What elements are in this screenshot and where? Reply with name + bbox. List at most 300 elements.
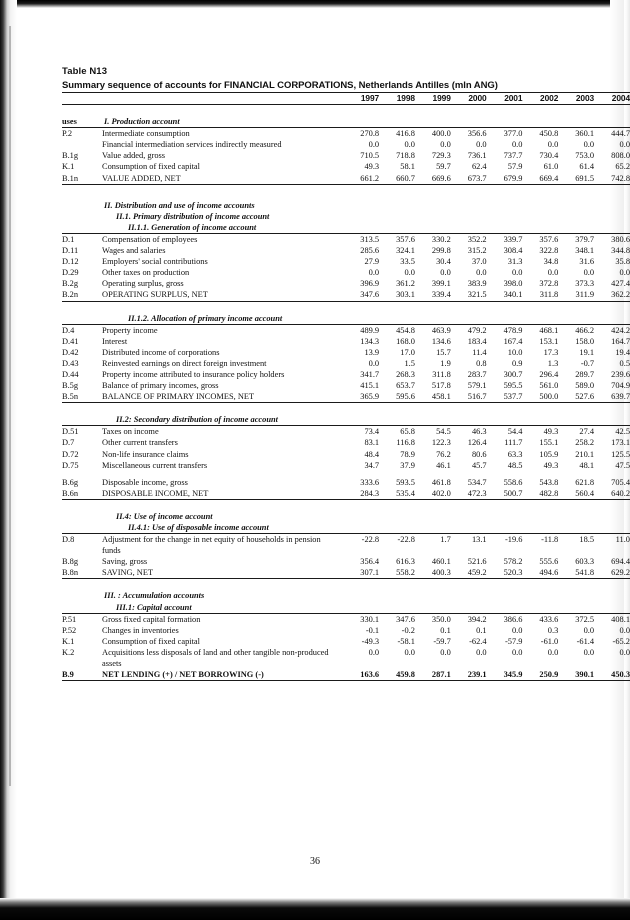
table-row-continuation	[62, 658, 630, 669]
row-value: 694.4	[611, 557, 630, 567]
row-value: 398.0	[503, 279, 523, 289]
row-value: -49.3	[361, 636, 380, 646]
row-value: 333.6	[360, 477, 380, 487]
row-value: 450.3	[594, 669, 630, 681]
section-production-account	[62, 116, 630, 128]
row-value: 736.1	[467, 151, 487, 161]
row-code: D.4	[62, 325, 75, 335]
row-code: D.42	[62, 347, 79, 357]
row-value: 57.9	[507, 162, 523, 172]
spacer	[62, 301, 630, 313]
row-value: 0.0	[583, 647, 595, 657]
row-code: K.1	[62, 636, 75, 646]
table-row-continuation	[62, 545, 630, 556]
table-row	[62, 437, 630, 448]
row-value: 78.9	[400, 449, 415, 459]
row-value: 284.3	[343, 488, 379, 500]
section-title-secondary-distribution: II.2: Secondary distribution of income account	[102, 414, 630, 426]
row-value: 593.5	[396, 477, 415, 487]
row-value: 621.8	[575, 477, 595, 487]
page-number: 36	[310, 856, 320, 867]
row-label: Taxes on income	[102, 427, 159, 437]
row-value: 479.2	[467, 325, 487, 335]
row-value: 13.1	[471, 535, 487, 545]
row-value: 296.4	[539, 369, 559, 379]
row-value: 427.4	[611, 279, 630, 289]
accounts-table	[62, 92, 630, 681]
row-value: -22.8	[397, 535, 415, 545]
table-row	[62, 426, 630, 438]
row-value: 400.3	[415, 567, 451, 579]
scan-edge-top	[0, 0, 630, 8]
row-value: 705.4	[611, 477, 630, 487]
row-value: 660.7	[379, 173, 415, 185]
row-value: 729.3	[431, 151, 451, 161]
row-value: 482.8	[522, 488, 558, 500]
row-value: 808.0	[611, 151, 630, 161]
row-value: 534.7	[467, 477, 487, 487]
row-value: 339.4	[415, 289, 451, 301]
row-value: 37.9	[400, 460, 415, 470]
row-value: 500.7	[487, 488, 523, 500]
row-value: 126.4	[467, 438, 487, 448]
row-code: D.12	[62, 257, 79, 267]
row-code: P.2	[62, 129, 73, 139]
table-row	[62, 460, 630, 471]
row-value: 308.4	[503, 246, 523, 256]
section-use-of-income	[62, 511, 630, 522]
section-title-generation-income: II.1.1. Generation of income account	[102, 222, 630, 234]
row-value: 0.0	[619, 140, 630, 150]
row-value: 61.4	[579, 162, 595, 172]
row-value: 0.0	[404, 647, 415, 657]
row-value: 285.6	[360, 246, 380, 256]
row-value: 0.0	[547, 647, 559, 657]
row-value: 0.0	[440, 268, 451, 278]
row-value: 0.0	[404, 268, 415, 278]
row-code	[62, 139, 102, 150]
spacer	[62, 184, 630, 200]
row-value: 134.3	[360, 336, 380, 346]
row-label: NET LENDING (+) / NET BORROWING (-)	[102, 669, 343, 681]
row-value: 494.6	[522, 567, 558, 579]
row-value: 1.3	[547, 358, 559, 368]
table-row-total	[62, 669, 630, 681]
row-value: 105.9	[539, 449, 559, 459]
row-label: Non-life insurance claims	[102, 449, 189, 459]
row-value: 521.6	[467, 557, 487, 567]
row-label: Saving, gross	[102, 557, 148, 567]
row-code: P.52	[62, 625, 77, 635]
row-value: -62.4	[469, 636, 487, 646]
row-value: 54.5	[436, 427, 451, 437]
row-value: 111.7	[504, 438, 523, 448]
row-label: Miscellaneous current transfers	[102, 460, 208, 470]
row-value: 0.0	[511, 625, 523, 635]
row-value: 383.9	[467, 279, 487, 289]
row-value: 400.0	[431, 129, 451, 139]
table-row	[62, 647, 630, 658]
row-value: -61.0	[540, 636, 559, 646]
row-value: 330.1	[360, 614, 380, 624]
row-value: 673.7	[451, 173, 487, 185]
row-label: OPERATING SURPLUS, NET	[102, 289, 343, 301]
row-value: 679.9	[487, 173, 523, 185]
row-value: 0.0	[547, 268, 559, 278]
row-value: 0.0	[476, 268, 487, 278]
section-code-cell	[62, 522, 102, 534]
row-value: -0.7	[580, 358, 595, 368]
row-code: B.5n	[62, 391, 102, 403]
row-value: 116.8	[396, 438, 415, 448]
row-value: 158.0	[575, 336, 595, 346]
row-value: -58.1	[397, 636, 415, 646]
row-value: 516.7	[451, 391, 487, 403]
table-row	[62, 369, 630, 380]
row-value: 444.7	[611, 129, 630, 139]
row-code: B.1g	[62, 151, 79, 161]
header-code-cell	[62, 93, 102, 105]
row-value: 357.6	[539, 234, 559, 244]
row-value: 311.8	[432, 369, 451, 379]
row-value: 48.5	[507, 460, 523, 470]
row-value: 500.0	[522, 391, 558, 403]
row-value: 10.0	[507, 347, 523, 357]
row-label: Acquisitions less disposals of land and other tangible non-produced	[102, 647, 329, 657]
section-title-production: I. Production account	[102, 116, 630, 128]
row-value: 15.7	[436, 347, 451, 357]
row-value: 0.0	[583, 625, 595, 635]
row-value: -65.2	[612, 636, 630, 646]
row-value: 321.5	[451, 289, 487, 301]
row-value: 0.0	[619, 625, 630, 635]
year-header-2002: 2002	[522, 93, 558, 105]
row-value: -11.8	[541, 535, 559, 545]
row-value: 603.3	[575, 557, 595, 567]
row-value: 348.1	[575, 246, 595, 256]
row-value: 239.1	[451, 669, 487, 681]
row-label: Disposable income, gross	[102, 477, 188, 487]
row-value: 299.8	[431, 246, 451, 256]
row-value: 122.3	[431, 438, 451, 448]
row-value: 303.1	[379, 289, 415, 301]
row-code: D.8	[62, 535, 75, 545]
row-label: Compensation of employees	[102, 234, 198, 244]
row-label: Value added, gross	[102, 151, 166, 161]
row-code: P.51	[62, 614, 77, 624]
row-code: D.41	[62, 336, 79, 346]
row-value: 558.2	[379, 567, 415, 579]
section-secondary-distribution	[62, 414, 630, 426]
row-code-empty	[62, 658, 102, 669]
row-value: 537.7	[487, 391, 523, 403]
table-row	[62, 380, 630, 391]
row-value: 164.7	[611, 336, 630, 346]
row-value: 311.8	[522, 289, 558, 301]
row-code: B.9	[62, 669, 102, 681]
row-value: 73.4	[364, 427, 380, 437]
row-value: 34.7	[364, 460, 380, 470]
row-value: 560.4	[558, 488, 594, 500]
row-value: 1.9	[440, 358, 451, 368]
row-value: 347.6	[396, 614, 415, 624]
row-value: 0.9	[511, 358, 523, 368]
row-value: 258.2	[575, 438, 595, 448]
row-value: 415.1	[360, 381, 380, 391]
row-label: Interest	[102, 336, 128, 346]
row-value: 31.3	[507, 257, 523, 267]
section-code-cell	[62, 511, 102, 522]
section-use-disposable-income	[62, 522, 630, 534]
row-value: 0.1	[476, 625, 487, 635]
row-value: 361.2	[396, 279, 415, 289]
row-value: 17.0	[400, 347, 415, 357]
section-allocation-primary-income	[62, 313, 630, 325]
row-value: 0.0	[368, 358, 380, 368]
table-row	[62, 534, 630, 546]
row-value: 35.8	[615, 257, 630, 267]
row-value: 183.4	[467, 336, 487, 346]
row-value: 155.1	[539, 438, 559, 448]
row-value: 30.4	[436, 257, 451, 267]
row-value: 49.3	[543, 427, 559, 437]
row-value: 65.8	[400, 427, 415, 437]
row-value: 386.6	[503, 614, 523, 624]
row-value: 210.1	[575, 449, 595, 459]
row-value: 639.7	[594, 391, 630, 403]
row-value: 345.9	[487, 669, 523, 681]
row-code-empty	[62, 545, 102, 556]
section-title-use-disposable-income: II.4.1: Use of disposable income account	[102, 522, 630, 534]
row-code: D.44	[62, 369, 79, 379]
section-title-primary-distribution: II.1. Primary distribution of income account	[116, 211, 270, 221]
row-value: 0.0	[476, 140, 487, 150]
row-value: 34.8	[543, 257, 559, 267]
row-value: 629.2	[594, 567, 630, 579]
table-row	[62, 128, 630, 140]
row-value: 357.6	[396, 234, 415, 244]
table-row	[62, 289, 630, 301]
row-label: Intermediate consumption	[102, 129, 190, 139]
row-value: 300.7	[503, 369, 523, 379]
row-value: 461.8	[431, 477, 451, 487]
row-value: 0.0	[368, 268, 380, 278]
row-label: Wages and salaries	[102, 246, 166, 256]
row-value: 270.8	[360, 129, 380, 139]
row-value: 27.9	[364, 257, 380, 267]
row-value: -57.9	[504, 636, 523, 646]
row-value: 379.7	[575, 234, 595, 244]
row-value: 311.9	[558, 289, 594, 301]
row-label: Consumption of fixed capital	[102, 162, 200, 172]
row-value: 640.2	[594, 488, 630, 500]
table-row	[62, 625, 630, 636]
section-code-cell	[62, 602, 102, 614]
table-row	[62, 636, 630, 647]
section-title-accumulation: III. : Accumulation accounts	[104, 591, 205, 601]
row-value: 324.1	[396, 246, 415, 256]
row-value: 356.4	[360, 557, 380, 567]
row-value: 595.6	[379, 391, 415, 403]
spacer	[62, 105, 630, 117]
row-code: D.75	[62, 460, 79, 470]
row-value: 37.0	[471, 257, 487, 267]
spacer	[62, 579, 630, 591]
row-value: 54.4	[507, 427, 523, 437]
table-row	[62, 150, 630, 161]
row-value: 460.1	[431, 557, 451, 567]
row-values-empty	[343, 658, 630, 669]
row-code: D.29	[62, 268, 79, 278]
row-code: B.2n	[62, 289, 102, 301]
row-value: 27.4	[579, 427, 595, 437]
table-row	[62, 488, 630, 500]
row-label: Property income attributed to insurance policy holders	[102, 369, 285, 379]
row-value: 555.6	[539, 557, 559, 567]
row-label: Reinvested earnings on direct foreign investment	[102, 358, 267, 368]
row-value: 653.7	[396, 381, 415, 391]
year-header-1999: 1999	[415, 93, 451, 105]
row-value: 0.0	[368, 647, 380, 657]
row-value: 730.4	[539, 151, 559, 161]
row-value: 0.0	[619, 647, 630, 657]
row-value: 19.1	[579, 347, 595, 357]
row-code: K.1	[62, 162, 75, 172]
row-value: 704.9	[611, 381, 630, 391]
row-value: 250.9	[522, 669, 558, 681]
row-label: DISPOSABLE INCOME, NET	[102, 488, 343, 500]
section-distribution-income	[62, 200, 630, 211]
row-value: 459.2	[451, 567, 487, 579]
row-value: 372.5	[575, 614, 595, 624]
row-value: 466.2	[575, 325, 595, 335]
year-header-2001: 2001	[487, 93, 523, 105]
row-value: 47.5	[615, 460, 630, 470]
row-value: 372.8	[539, 279, 559, 289]
row-label: Employers' social contributions	[102, 257, 208, 267]
row-value: 48.1	[579, 460, 595, 470]
row-value: 350.0	[431, 614, 451, 624]
table-row	[62, 278, 630, 289]
row-value: 458.1	[415, 391, 451, 403]
row-value: 578.2	[503, 557, 523, 567]
row-value: 0.0	[547, 140, 559, 150]
table-row	[62, 477, 630, 488]
row-value: 153.1	[539, 336, 559, 346]
row-value: 0.0	[583, 268, 595, 278]
year-header-2003: 2003	[558, 93, 594, 105]
row-value: 347.6	[343, 289, 379, 301]
scan-edge-bottom	[0, 898, 630, 920]
row-label: Operating surplus, gross	[102, 279, 184, 289]
section-title-allocation-primary: II.1.2. Allocation of primary income account	[102, 313, 630, 325]
row-value: 377.0	[503, 129, 523, 139]
year-header-row	[62, 93, 630, 105]
row-value: 11.4	[472, 347, 487, 357]
row-value: 46.1	[436, 460, 451, 470]
row-value: 373.3	[575, 279, 595, 289]
section-capital-account	[62, 602, 630, 614]
row-code: B.8g	[62, 557, 79, 567]
table-row	[62, 245, 630, 256]
row-value: 0.8	[476, 358, 487, 368]
row-value: 579.1	[467, 381, 487, 391]
row-value: 454.8	[396, 325, 415, 335]
row-value: 268.3	[396, 369, 415, 379]
row-value: 463.9	[431, 325, 451, 335]
row-value: 691.5	[558, 173, 594, 185]
row-value: 402.0	[415, 488, 451, 500]
section-code-cell	[62, 414, 102, 426]
row-label: Changes in inventories	[102, 625, 179, 635]
row-value: 173.1	[611, 438, 630, 448]
row-value: 710.5	[360, 151, 380, 161]
row-value: -19.6	[504, 535, 523, 545]
row-value: 42.5	[615, 427, 630, 437]
row-value: 356.6	[467, 129, 487, 139]
table-row	[62, 256, 630, 267]
row-value: 535.4	[379, 488, 415, 500]
page-title: Summary sequence of accounts for FINANCIAL CORPORATIONS, Netherlands Antilles (mln ANG)	[62, 80, 498, 91]
row-value: 360.1	[575, 129, 595, 139]
table-row	[62, 556, 630, 567]
row-code: B.8n	[62, 567, 102, 579]
row-label-line2: assets	[102, 659, 122, 669]
row-value: 589.0	[575, 381, 595, 391]
section-accumulation-accounts	[62, 590, 630, 601]
row-value: 313.5	[360, 234, 380, 244]
header-label-cell	[102, 93, 343, 105]
table-row	[62, 173, 630, 185]
row-label-line2: funds	[102, 546, 121, 556]
row-value: 46.3	[471, 427, 487, 437]
row-value: 80.6	[471, 449, 487, 459]
row-value: 737.7	[503, 151, 523, 161]
row-value: 0.0	[619, 268, 630, 278]
row-value: 558.6	[503, 477, 523, 487]
row-value: 163.6	[343, 669, 379, 681]
row-value: 0.0	[511, 647, 523, 657]
row-value: 394.2	[467, 614, 487, 624]
row-code: B.6n	[62, 488, 102, 500]
row-value: 45.7	[471, 460, 487, 470]
row-value: 396.9	[360, 279, 380, 289]
table-row	[62, 267, 630, 278]
row-value: 17.3	[543, 347, 559, 357]
row-value: 472.3	[451, 488, 487, 500]
row-code: B.5g	[62, 381, 79, 391]
row-label: BALANCE OF PRIMARY INCOMES, NET	[102, 391, 343, 403]
table-row	[62, 358, 630, 369]
section-code-cell	[62, 590, 102, 601]
section-code-cell	[62, 313, 102, 325]
row-value: 283.7	[467, 369, 487, 379]
row-value: 661.2	[343, 173, 379, 185]
section-title-capital-account: III.1: Capital account	[102, 602, 630, 614]
row-value: 134.6	[431, 336, 451, 346]
row-value: 330.2	[431, 234, 451, 244]
row-value: 307.1	[343, 567, 379, 579]
table-row	[62, 139, 630, 150]
row-value: 380.6	[611, 234, 630, 244]
table-row	[62, 233, 630, 245]
row-value: 718.8	[396, 151, 415, 161]
row-value: 489.9	[360, 325, 380, 335]
row-value: 742.8	[594, 173, 630, 185]
section-primary-distribution	[62, 211, 630, 222]
row-code: D.72	[62, 449, 79, 459]
row-code: B.1n	[62, 173, 102, 185]
